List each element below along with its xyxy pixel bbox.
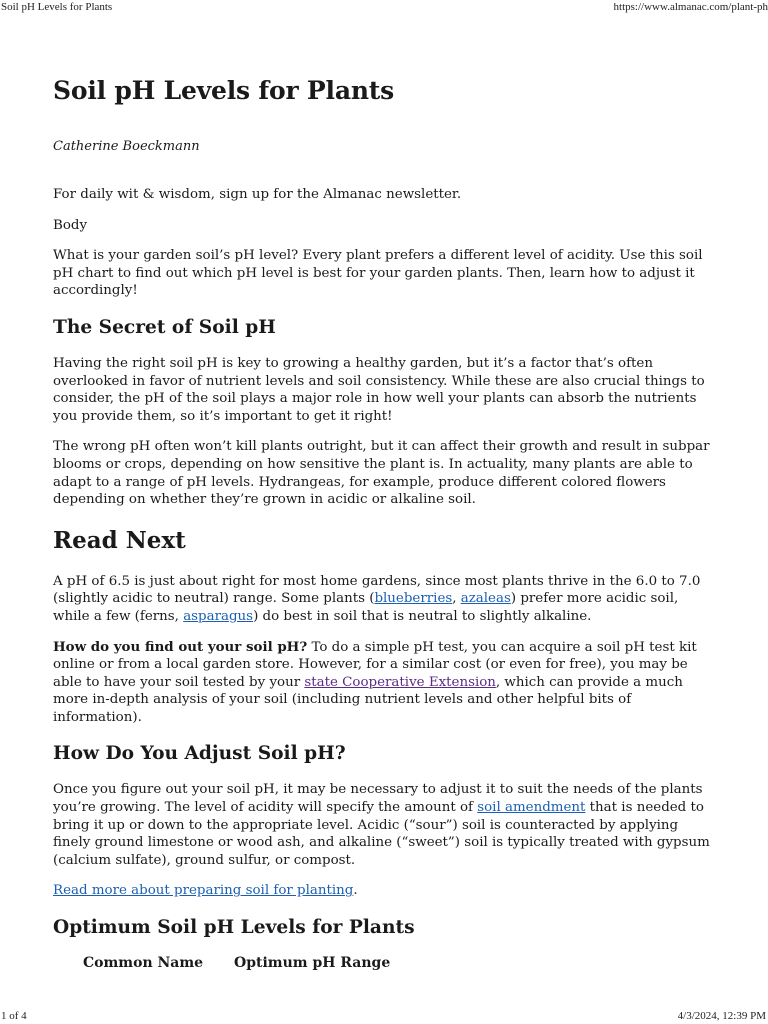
body-label: Body [53,217,88,233]
link-asparagus[interactable]: asparagus [183,608,254,624]
column-header-ph-range: Optimum pH Range [234,955,391,972]
link-soil-amendment[interactable]: soil amendment [477,800,586,816]
read-more-paragraph: Read more about preparing soil for planting. [53,883,358,899]
intro-paragraph: What is your garden soil’s pH level? Every plant prefers a different level of acidity. Use this soil pH chart to find out which pH level is best for your garden plants. Then, learn how to adjust it accordingly! [53,248,703,299]
link-blueberries[interactable]: blueberries [374,591,453,607]
print-header [0,1,768,15]
secret-paragraph-2: The wrong pH often won’t kill plants outright, but it can affect their growth and result in subpar blooms or crops, depending on how sensitive the plant is. In actuality, many plants are able to adapt to a range of pH levels. Hydrangeas, for example, produce different colored flowers depending on whether they’re grown in acidic or alkaline soil. [53,439,710,508]
column-header-common-name: Common Name [83,955,204,972]
link-cooperative-extension[interactable]: state Cooperative Extension [304,674,496,690]
print-url: https://www.almanac.com/plant-ph [613,1,768,13]
page-number: 1 of 4 [1,1010,27,1022]
ph-paragraph: A pH of 6.5 is just about right for most home gardens, since most plants thrive in the 6.0 to 7.0 (slightly acidic to neutral) range. Some plants (blueberries, azaleas) prefer more acidic soil, while a few (ferns, asparagus) do best in soil that is neutral to slightly alkaline. [53,573,701,624]
section-heading-secret: The Secret of Soil pH [53,316,276,338]
print-footer [0,1010,768,1024]
section-heading-adjust: How Do You Adjust Soil pH? [53,743,346,765]
article [53,76,715,971]
find-ph-bold: How do you find out your soil pH? [53,638,308,655]
link-azaleas[interactable]: azaleas [460,591,511,607]
section-heading-read-next: Read Next [53,526,186,554]
page-title: Soil pH Levels for Plants [53,76,395,105]
table-header-row [83,955,715,971]
adjust-paragraph: Once you figure out your soil pH, it may be necessary to adjust it to suit the needs of the plants you’re growing. The level of acidity will specify the amount of soil amendment that is needed to bring it up or down to the appropriate level. Acidic (“sour”) soil is counteracted by applying finely ground limestone or wood ash, and alkaline (“sweet”) soil is typically treated with gypsum (calcium sulfate), ground sulfur, or compost. [53,782,710,868]
print-title: Soil pH Levels for Plants [1,1,113,13]
author-byline: Catherine Boeckmann [53,139,200,154]
find-ph-paragraph: How do you find out your soil pH? To do a simple pH test, you can acquire a soil pH test kit online or from a local garden store. However, for a similar cost (or even for free), you may be able to have your soil tested by your state Cooperative Extension, which can provide a much more in-depth analysis of your soil (including nutrient levels and other helpful bits of information). [53,638,697,725]
link-read-more[interactable]: Read more about preparing soil for planting [53,883,354,899]
newsletter-text: For daily wit & wisdom, sign up for the Almanac newsletter. [53,187,462,202]
section-heading-optimum: Optimum Soil pH Levels for Plants [53,917,415,939]
secret-paragraph-1: Having the right soil pH is key to growing a healthy garden, but it’s a factor that’s often overlooked in favor of nutrient levels and soil consistency. While these are also crucial things to consider, the pH of the soil plays a major role in how well your plants can absorb the nutrients you provide them, so it’s important to get it right! [53,355,705,424]
print-datetime: 4/3/2024, 12:39 PM [677,1010,766,1022]
